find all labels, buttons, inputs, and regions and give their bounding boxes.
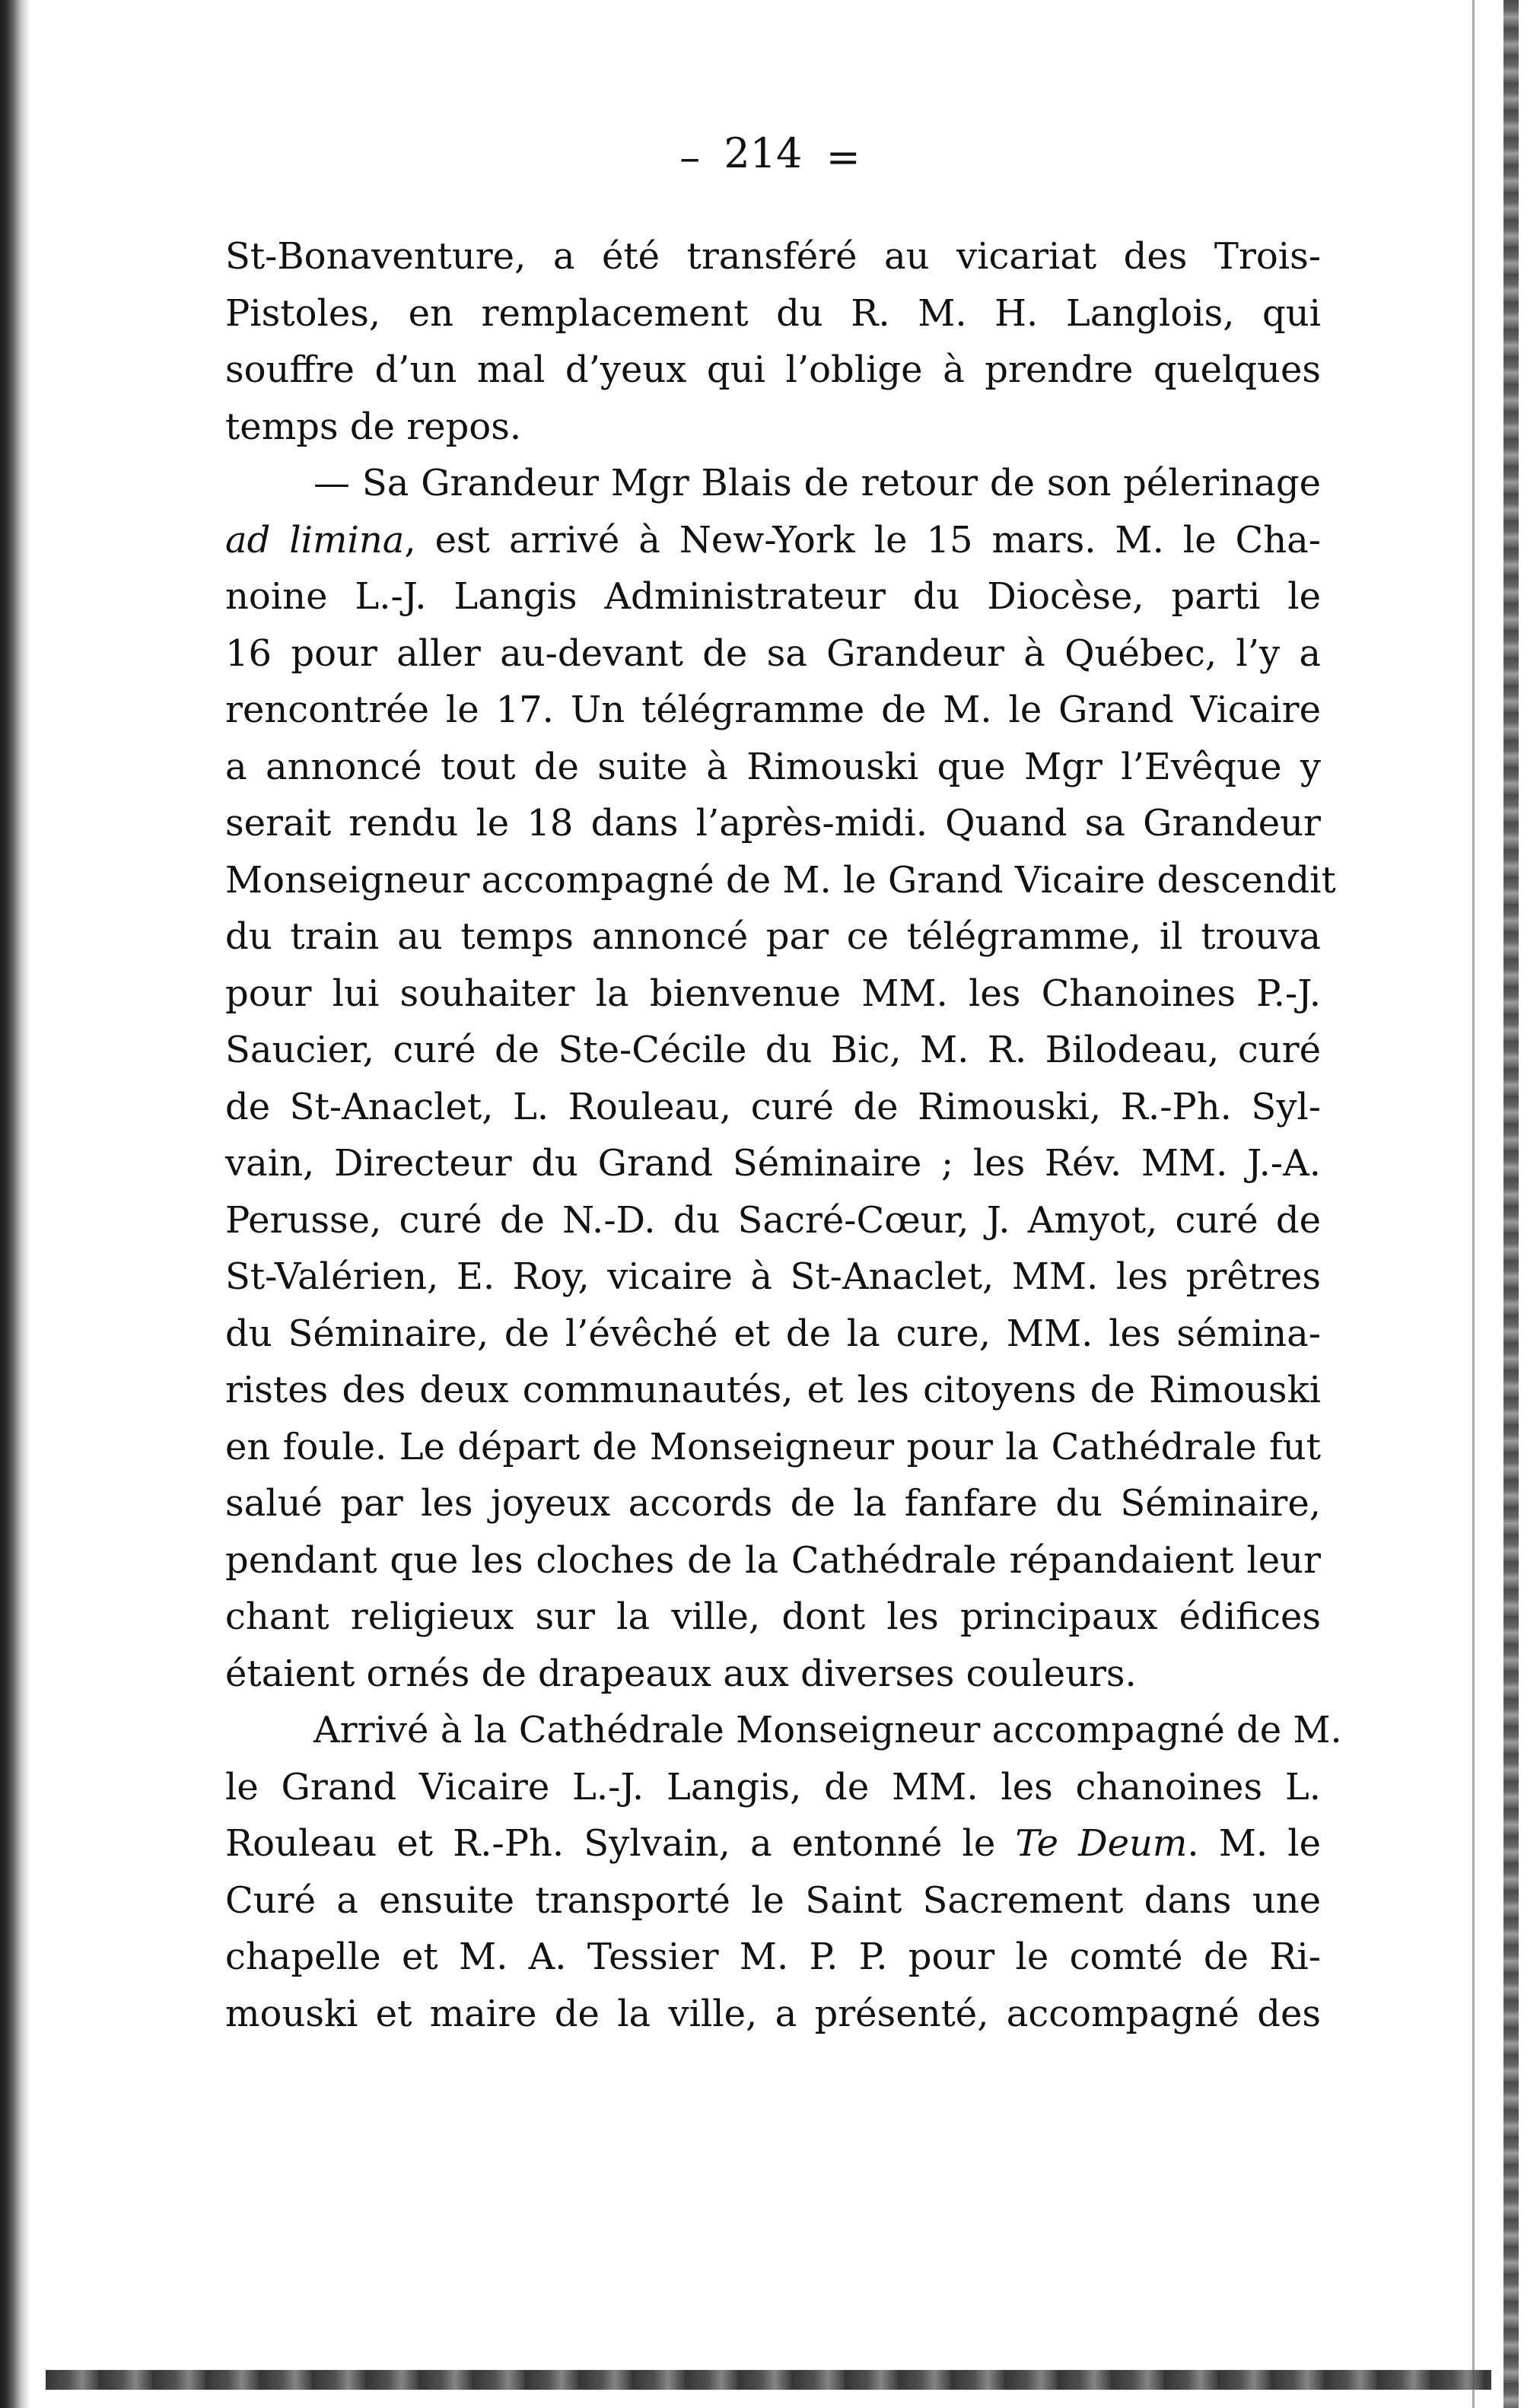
paragraph-3 — [225, 1702, 1342, 2042]
italic-te-deum: Te Deum — [1015, 1822, 1188, 1865]
scan-edge-right-line — [1472, 0, 1475, 2408]
text-line — [225, 512, 1321, 569]
text-line: du Séminaire, de l’évêché et de la cure, MM. les sémina- — [225, 1312, 1321, 1355]
text-line: pour lui souhaiter la bienvenue MM. les Chanoines P.-J. — [225, 972, 1321, 1015]
text-line: serait rendu le 18 dans l’après-midi. Quand sa Grandeur — [225, 802, 1321, 845]
text-fragment: . M. le — [1187, 1822, 1322, 1865]
body-text — [225, 228, 1342, 2042]
text-line: étaient ornés de drapeaux aux diverses couleurs. — [225, 1652, 1137, 1695]
text-fragment: , est arrivé à New-York le 15 mars. M. le Cha- — [404, 518, 1322, 561]
text-line: pendant que les cloches de la Cathédrale répandaient leur — [225, 1538, 1321, 1582]
text-line: Pistoles, en remplacement du R. M. H. Langlois, qui — [225, 291, 1321, 335]
text-line: vain, Directeur du Grand Séminaire ; les Rév. MM. J.-A. — [225, 1142, 1321, 1185]
text-line: mouski et maire de la ville, a présenté, accompagné des — [225, 1992, 1321, 2035]
page-number: 214 — [724, 129, 803, 177]
text-line: Monseigneur accompagné de M. le Grand Vicaire descendit — [225, 858, 1336, 902]
header-right-mark: = — [826, 132, 861, 181]
text-line: ristes des deux communautés, et les citoyens de Rimouski — [225, 1369, 1321, 1411]
text-line: Saucier, curé de Ste-Cécile du Bic, M. R. Bilodeau, curé — [225, 1029, 1321, 1071]
text-line: en foule. Le départ de Monseigneur pour la Cathédrale fut — [225, 1425, 1321, 1468]
scan-edge-right — [1503, 0, 1519, 2408]
text-line: St-Bonaventure, a été transféré au vicariat des Trois- — [225, 235, 1321, 278]
text-line: Arrivé à la Cathédrale Monseigneur accompagné de M. — [313, 1709, 1342, 1751]
text-line: salué par les joyeux accords de la fanfare du Séminaire, — [225, 1482, 1321, 1525]
header-left-mark: – — [679, 132, 701, 181]
text-line: rencontrée le 17. Un télégramme de M. le Grand Vicaire — [225, 689, 1321, 731]
text-fragment: Rouleau et R.-Ph. Sylvain, a entonné le — [225, 1822, 1016, 1865]
paragraph-2 — [225, 455, 1336, 1702]
text-line: souffre d’un mal d’yeux qui l’oblige à prendre quelques — [225, 348, 1321, 391]
page-header — [0, 129, 1540, 181]
scan-edge-left — [0, 0, 29, 2408]
text-line: chapelle et M. A. Tessier M. P. P. pour le comté de Ri- — [225, 1936, 1321, 1978]
text-line: Perusse, curé de N.-D. du Sacré-Cœur, J. Amyot, curé de — [225, 1198, 1321, 1242]
text-line: de St-Anaclet, L. Rouleau, curé de Rimouski, R.-Ph. Syl- — [225, 1085, 1321, 1128]
text-line — [225, 1815, 1321, 1872]
text-line: a annoncé tout de suite à Rimouski que Mgr l’Evêque y — [225, 745, 1321, 788]
text-line: Curé a ensuite transporté le Saint Sacrement dans une — [225, 1878, 1321, 1922]
text-line: le Grand Vicaire L.-J. Langis, de MM. les chanoines L. — [225, 1765, 1321, 1808]
scan-edge-bottom — [46, 2370, 1491, 2390]
text-line: temps de repos. — [225, 405, 522, 448]
text-line: chant religieux sur la ville, dont les principaux édifices — [225, 1595, 1321, 1638]
text-line: 16 pour aller au-devant de sa Grandeur à Québec, l’y a — [225, 631, 1321, 675]
paragraph-1 — [225, 228, 1321, 455]
text-line: — Sa Grandeur Mgr Blais de retour de son pélerinage — [313, 462, 1321, 504]
text-line: St-Valérien, E. Roy, vicaire à St-Anaclet, MM. les prêtres — [225, 1255, 1321, 1298]
italic-ad-limina: ad limina — [225, 518, 405, 561]
text-line: noine L.-J. Langis Administrateur du Diocèse, parti le — [225, 575, 1321, 618]
text-line: du train au temps annoncé par ce télégramme, il trouva — [225, 915, 1321, 958]
